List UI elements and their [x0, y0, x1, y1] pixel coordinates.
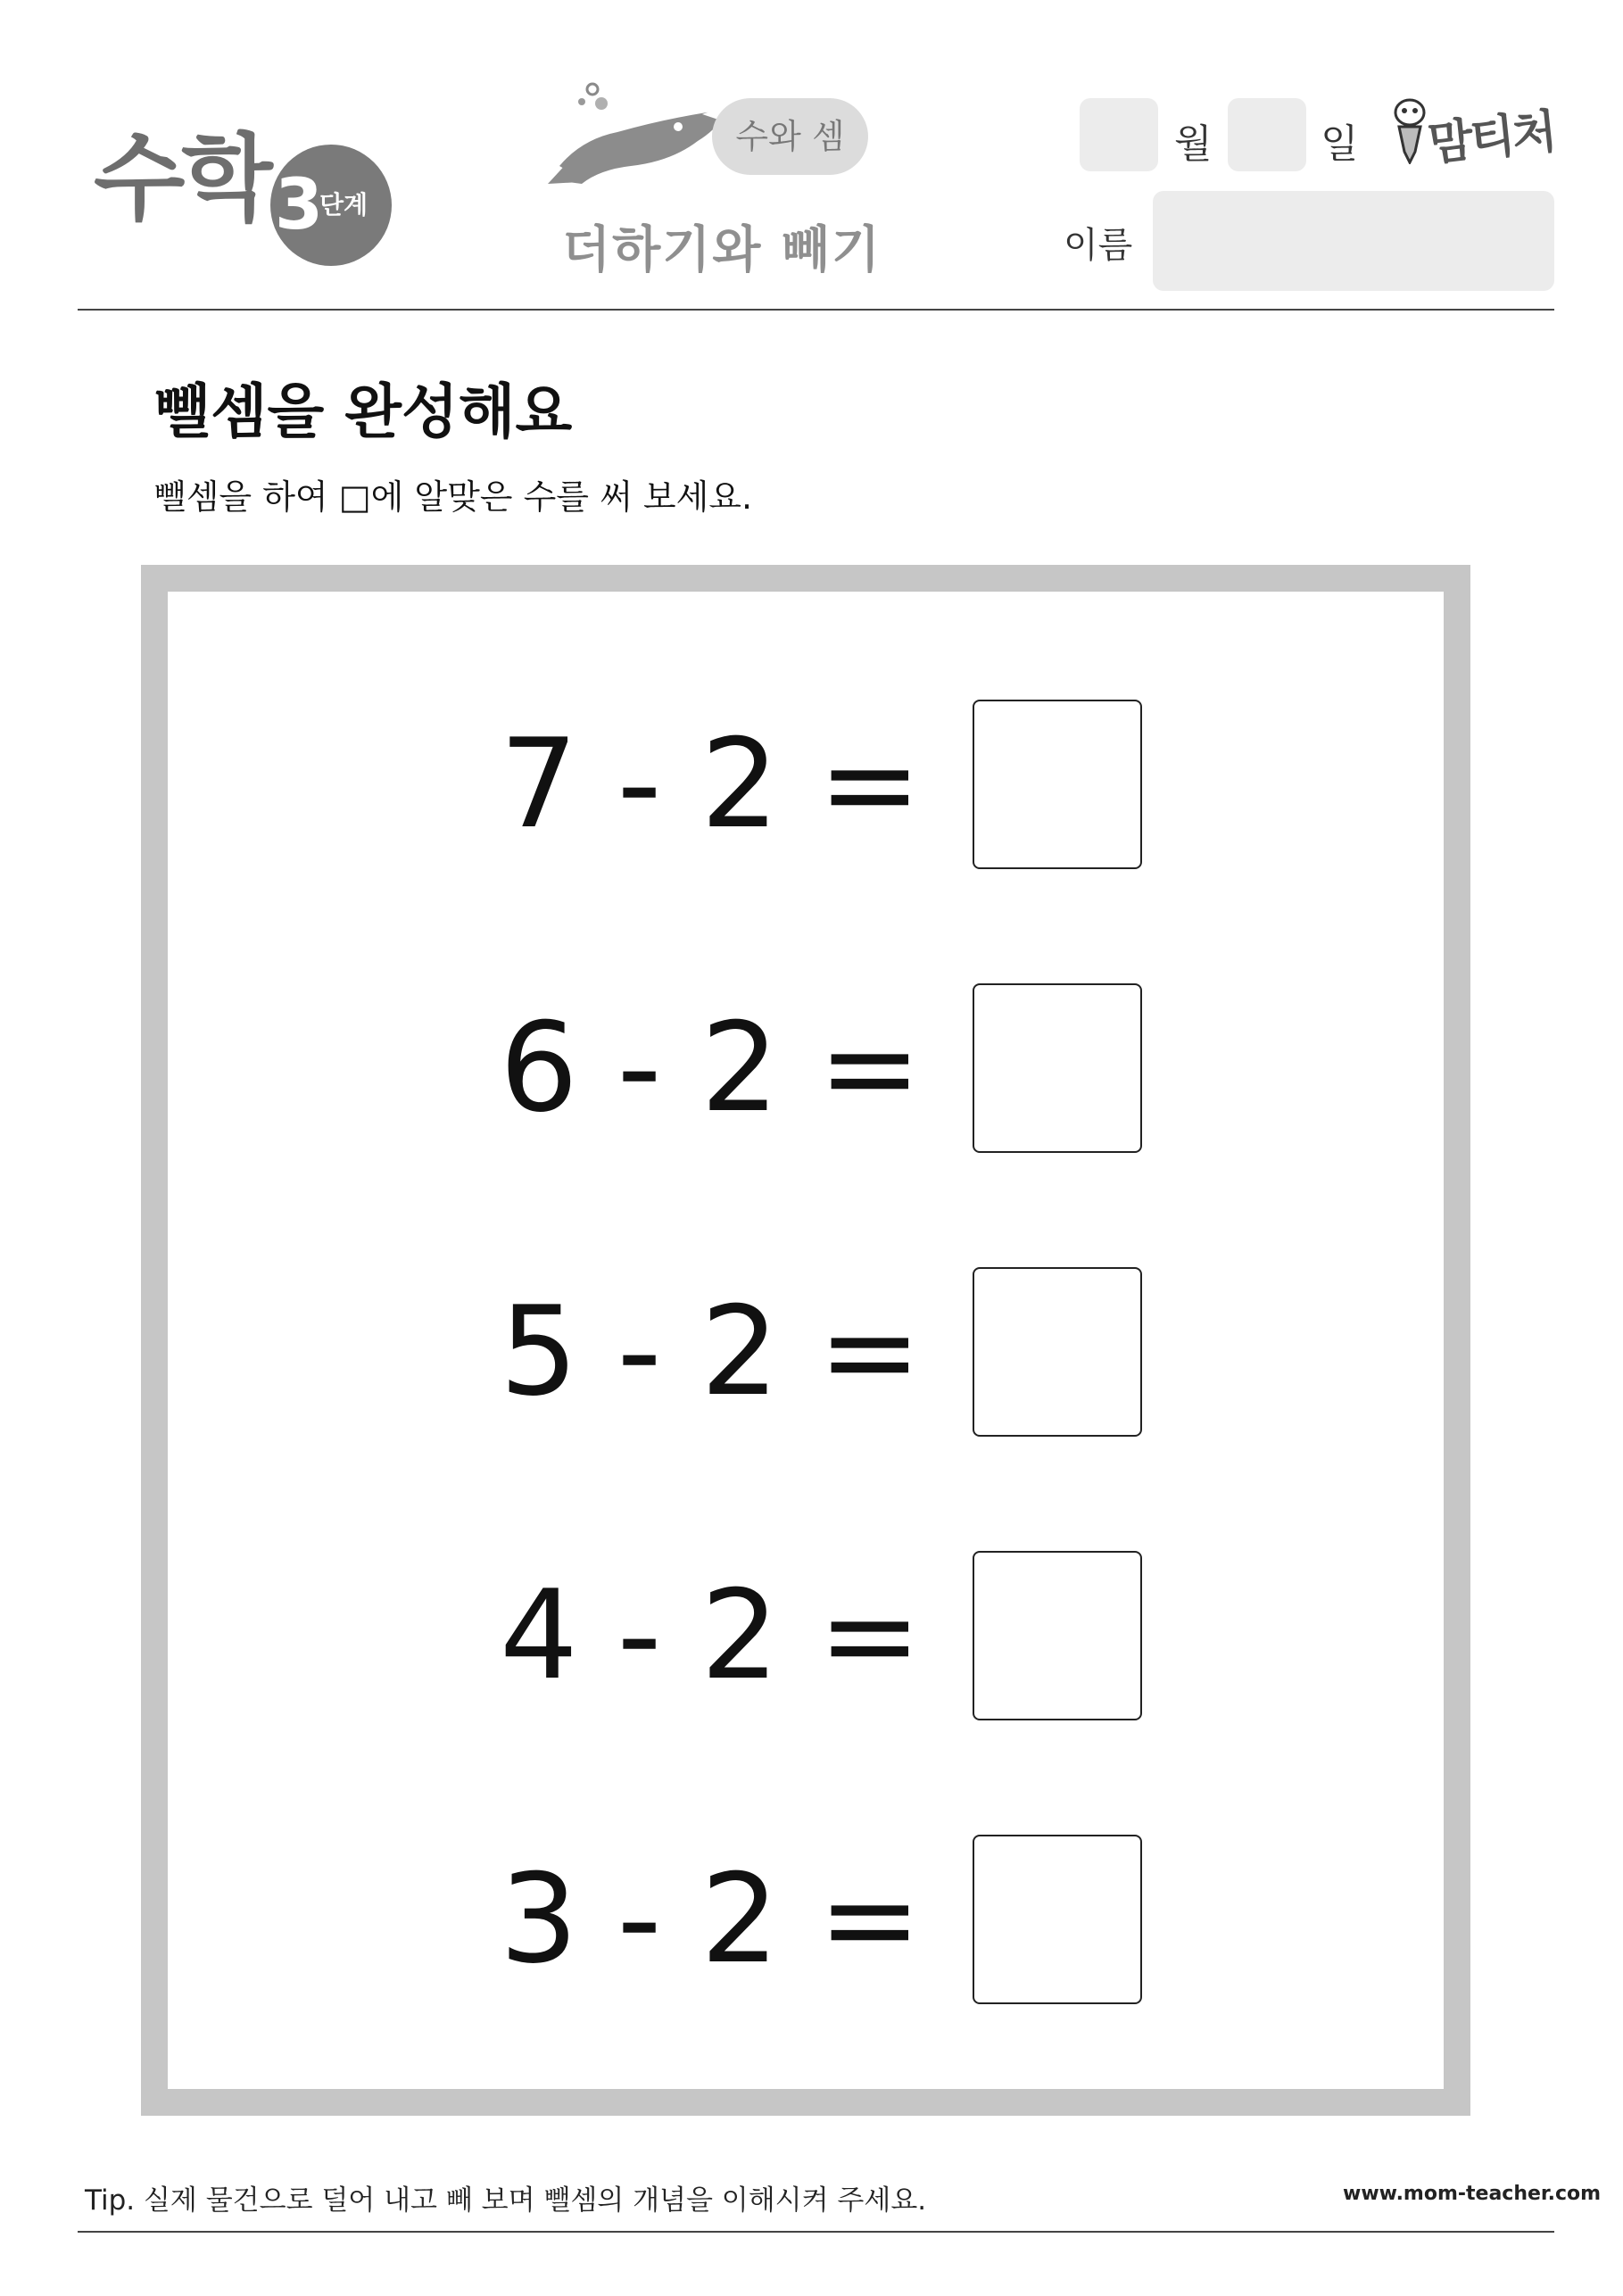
problem-row	[500, 983, 1213, 1153]
day-field[interactable]	[1228, 98, 1306, 171]
name-label: 이름	[1064, 225, 1133, 266]
header-divider	[78, 309, 1554, 311]
worksheet-title: 뺄셈을 완성해요	[153, 377, 573, 446]
footer-tip: Tip. 실제 물건으로 덜어 내고 빼 보며 뺄셈의 개념을 이해시켜 주세요.	[85, 2184, 927, 2217]
problem-expression: 7 - 2 =	[500, 712, 922, 856]
problem-row	[500, 1267, 1213, 1437]
answer-box[interactable]	[973, 1551, 1142, 1720]
answer-box[interactable]	[973, 1835, 1142, 2004]
month-label: 월	[1174, 121, 1213, 167]
problem-expression: 5 - 2 =	[500, 1280, 922, 1423]
answer-box[interactable]	[973, 700, 1142, 869]
problem-row	[500, 700, 1213, 869]
name-field[interactable]	[1153, 191, 1554, 291]
brand-logo: 맘티처	[1425, 104, 1558, 172]
problem-row	[500, 1551, 1213, 1720]
problem-expression: 6 - 2 =	[500, 996, 922, 1140]
brand-title: 수학	[94, 124, 269, 234]
problem-expression: 4 - 2 =	[500, 1563, 922, 1707]
worksheet-instruction: 뺄셈을 하여 □에 알맞은 수를 써 보세요.	[153, 477, 753, 517]
month-field[interactable]	[1080, 98, 1158, 171]
answer-box[interactable]	[973, 983, 1142, 1153]
level-label: 단계	[319, 190, 368, 220]
footer-website: www.mom-teacher.com	[1343, 2183, 1602, 2205]
topic-label: 수와 셈	[735, 117, 845, 156]
answer-box[interactable]	[973, 1267, 1142, 1437]
problem-expression: 3 - 2 =	[500, 1847, 922, 1991]
subtopic-label: 더하기와 빼기	[562, 221, 882, 279]
footer-divider	[78, 2231, 1554, 2233]
problem-row	[500, 1835, 1213, 2004]
level-number: 3	[274, 165, 324, 245]
day-label: 일	[1321, 121, 1359, 167]
